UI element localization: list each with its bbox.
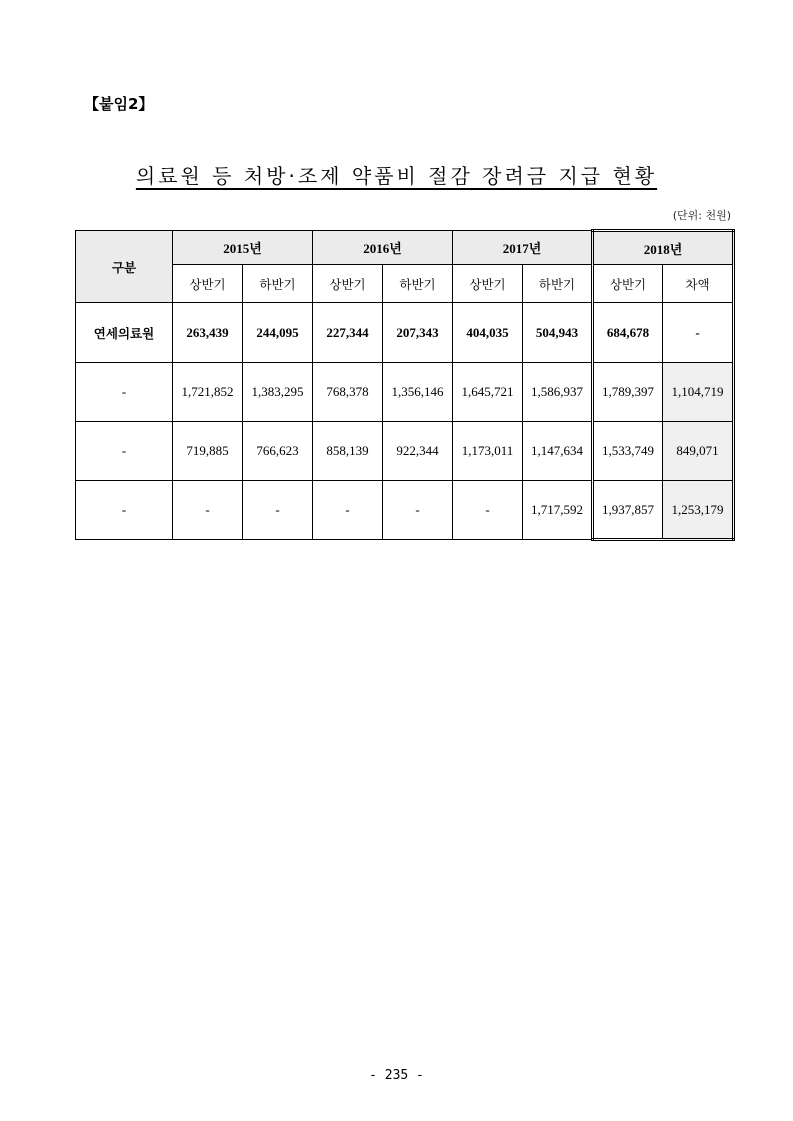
table-cell: 849,071	[663, 422, 734, 481]
table-cell: -	[383, 481, 453, 540]
table-cell: 1,789,397	[593, 363, 663, 422]
row-label: -	[76, 422, 173, 481]
table-row	[76, 422, 734, 481]
row-label: -	[76, 481, 173, 540]
period-header: 상반기	[593, 265, 663, 303]
table-cell: -	[243, 481, 313, 540]
period-header: 상반기	[453, 265, 523, 303]
table-cell: 1,173,011	[453, 422, 523, 481]
period-header: 상반기	[313, 265, 383, 303]
table-cell: 1,533,749	[593, 422, 663, 481]
table-cell: 766,623	[243, 422, 313, 481]
year-header-2018: 2018년	[593, 231, 734, 265]
year-header-row	[76, 231, 734, 265]
table-row	[76, 363, 734, 422]
table-cell: 922,344	[383, 422, 453, 481]
table-cell: -	[663, 303, 734, 363]
period-header: 하반기	[523, 265, 593, 303]
table-cell: 1,253,179	[663, 481, 734, 540]
difference-header: 차액	[663, 265, 734, 303]
table-cell: 1,937,857	[593, 481, 663, 540]
year-header-2015: 2015년	[173, 231, 313, 265]
table-cell: 1,717,592	[523, 481, 593, 540]
table-cell: 768,378	[313, 363, 383, 422]
year-header-2017: 2017년	[453, 231, 593, 265]
page-number: - 235 -	[369, 1068, 424, 1083]
period-header: 하반기	[383, 265, 453, 303]
table-cell: 404,035	[453, 303, 523, 363]
table-cell: 1,104,719	[663, 363, 734, 422]
table-cell: 227,344	[313, 303, 383, 363]
table-cell: 244,095	[243, 303, 313, 363]
table-cell: 1,721,852	[173, 363, 243, 422]
table-cell: 1,645,721	[453, 363, 523, 422]
row-label: -	[76, 363, 173, 422]
subsidy-table	[75, 229, 735, 541]
table-cell: 684,678	[593, 303, 663, 363]
period-header-row	[76, 265, 734, 303]
table-row	[76, 481, 734, 540]
table-cell: 207,343	[383, 303, 453, 363]
table-cell: -	[453, 481, 523, 540]
unit-note: (단위: 천원)	[672, 209, 731, 222]
table-cell: -	[173, 481, 243, 540]
table-cell: 719,885	[173, 422, 243, 481]
attachment-label: 【붙임2】	[84, 95, 154, 113]
period-header: 하반기	[243, 265, 313, 303]
table-row	[76, 303, 734, 363]
table-cell: 1,586,937	[523, 363, 593, 422]
row-label: 연세의료원	[76, 303, 173, 363]
year-header-2016: 2016년	[313, 231, 453, 265]
table-cell: 504,943	[523, 303, 593, 363]
period-header: 상반기	[173, 265, 243, 303]
table-cell: 858,139	[313, 422, 383, 481]
table-cell: 263,439	[173, 303, 243, 363]
table-cell: 1,147,634	[523, 422, 593, 481]
document-title	[0, 160, 793, 189]
document-title-text: 의료원 등 처방·조제 약품비 절감 장려금 지급 현황	[135, 164, 658, 188]
table-cell: 1,383,295	[243, 363, 313, 422]
category-header: 구분	[76, 231, 173, 303]
table-cell: -	[313, 481, 383, 540]
table-cell: 1,356,146	[383, 363, 453, 422]
